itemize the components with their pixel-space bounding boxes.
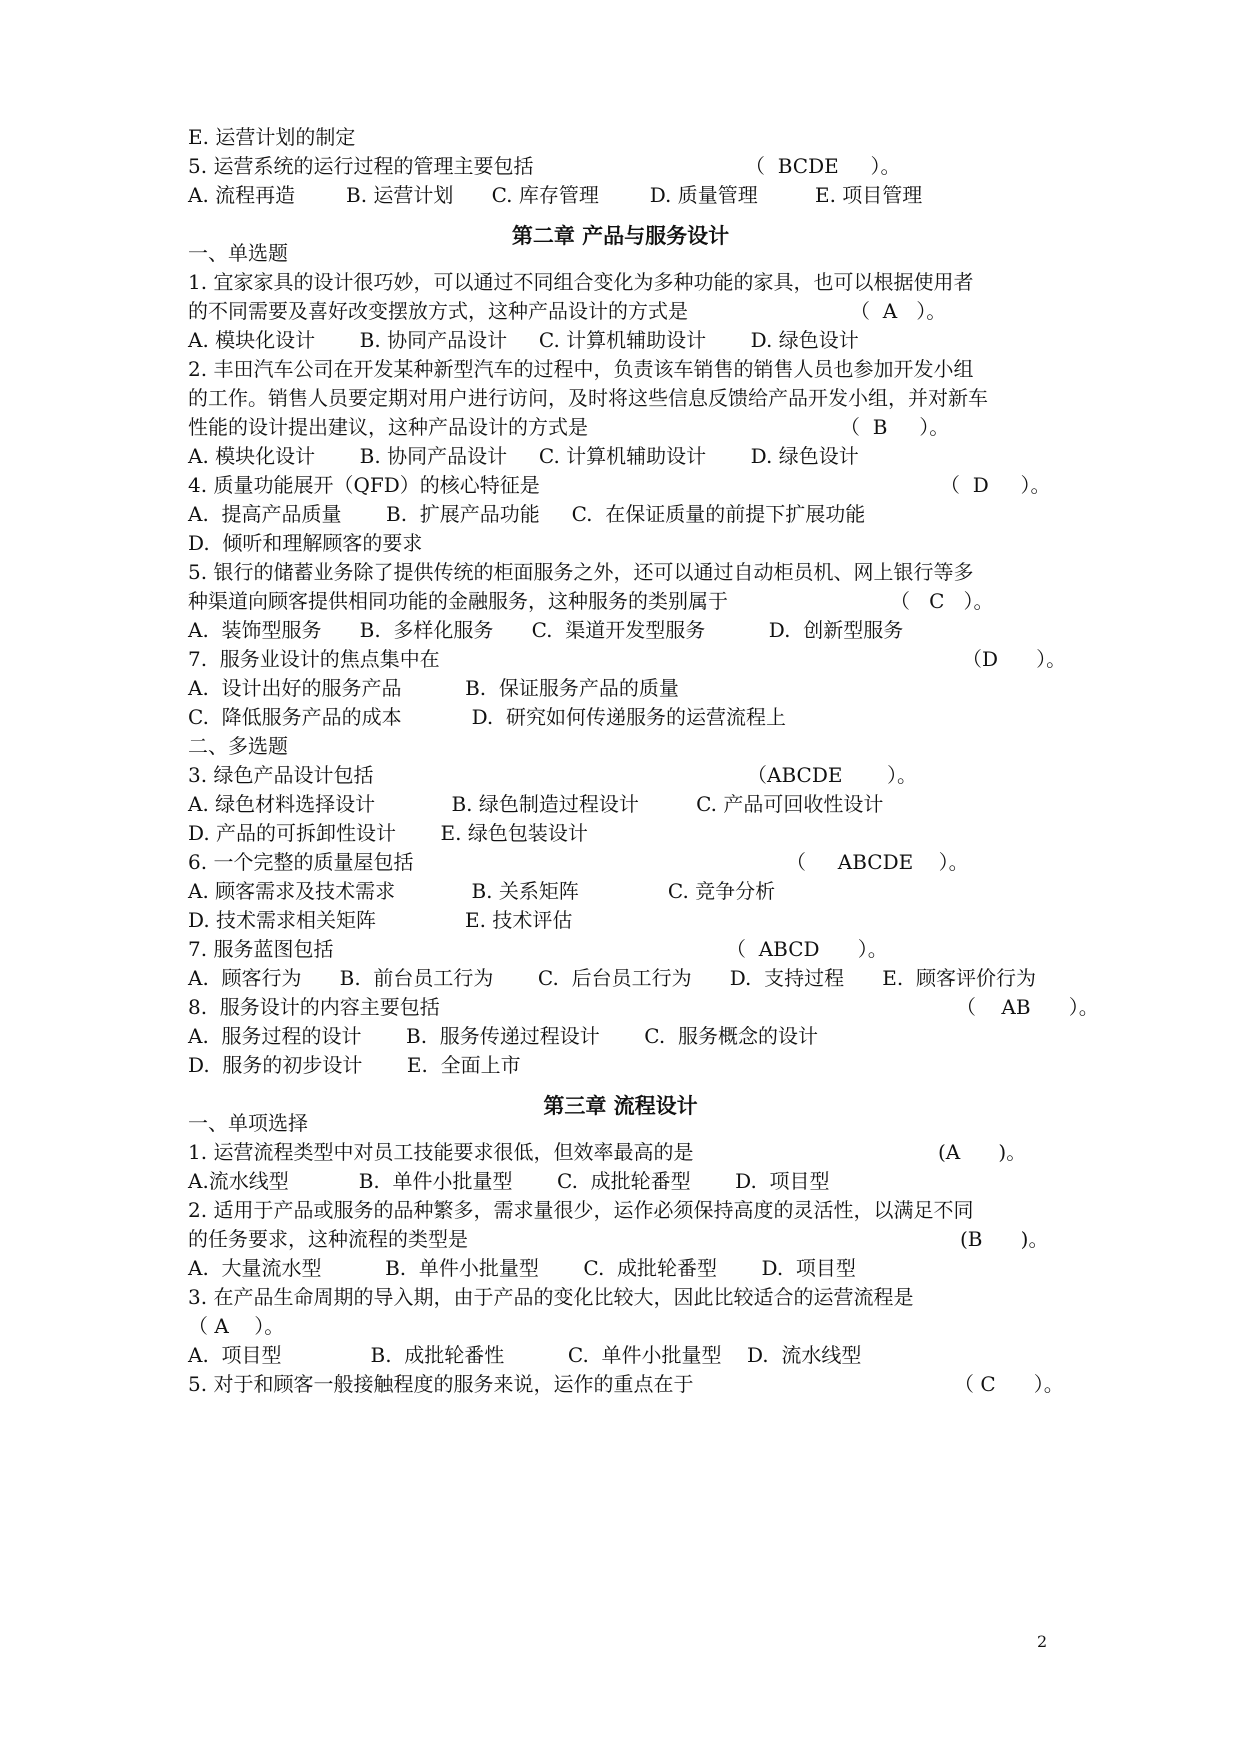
text-line: A. 绿色材料选择设计 B. 绿色制造过程设计 C. 产品可回收性设计: [188, 792, 884, 816]
text-line: 性能的设计提出建议，这种产品设计的方式是: [188, 415, 588, 439]
answer-bracket: （ D ）。: [940, 473, 1051, 497]
text-line: 1. 运营流程类型中对员工技能要求很低，但效率最高的是: [188, 1140, 694, 1164]
text-line: A. 服务过程的设计 B. 服务传递过程设计 C. 服务概念的设计: [188, 1024, 818, 1048]
text-line: 一、单选题: [188, 241, 288, 265]
answer-bracket: （ B ）。: [840, 415, 950, 439]
text-line: D. 服务的初步设计 E. 全面上市: [188, 1053, 521, 1077]
text-line: D. 技术需求相关矩阵 E. 技术评估: [188, 908, 573, 932]
text-line: E. 运营计划的制定: [188, 125, 356, 149]
text-line: 1. 宜家家具的设计很巧妙，可以通过不同组合变化为多种功能的家具，也可以根据使用者: [188, 270, 974, 294]
text-line: （ A ）。: [188, 1314, 285, 1338]
text-line: A. 顾客行为 B. 前台员工行为 C. 后台员工行为 D. 支持过程 E. 顾客评价行为: [188, 966, 1036, 990]
text-line: C. 降低服务产品的成本 D. 研究如何传递服务的运营流程上: [188, 705, 786, 729]
answer-bracket: （ C ）。: [890, 589, 994, 613]
text-line: 7. 服务蓝图包括: [188, 937, 334, 961]
text-line: D. 产品的可拆卸性设计 E. 绿色包装设计: [188, 821, 588, 845]
page-number: 2: [1037, 1632, 1048, 1651]
text-line: A. 设计出好的服务产品 B. 保证服务产品的质量: [188, 676, 679, 700]
text-line: 5. 银行的储蓄业务除了提供传统的柜面服务之外，还可以通过自动柜员机、网上银行等多: [188, 560, 974, 584]
chapter-heading: 第二章 产品与服务设计: [511, 223, 730, 248]
text-line: 3. 在产品生命周期的导入期，由于产品的变化比较大，因此比较适合的运营流程是: [188, 1285, 914, 1309]
text-line: A. 模块化设计 B. 协同产品设计 C. 计算机辅助设计 D. 绿色设计: [188, 444, 859, 468]
answer-bracket: （ AB ）。: [956, 995, 1099, 1019]
text-line: A. 模块化设计 B. 协同产品设计 C. 计算机辅助设计 D. 绿色设计: [188, 328, 859, 352]
text-line: 的任务要求，这种流程的类型是: [188, 1227, 468, 1251]
text-line: A. 项目型 B. 成批轮番性 C. 单件小批量型 D. 流水线型: [188, 1343, 862, 1367]
text-line: A. 大量流水型 B. 单件小批量型 C. 成批轮番型 D. 项目型: [188, 1256, 856, 1280]
text-line: 3. 绿色产品设计包括: [188, 763, 374, 787]
text-line: 2. 丰田汽车公司在开发某种新型汽车的过程中，负责该车销售的销售人员也参加开发小组: [188, 357, 974, 381]
text-line: A. 提高产品质量 B. 扩展产品功能 C. 在保证质量的前提下扩展功能: [188, 502, 866, 526]
text-line: A. 装饰型服务 B. 多样化服务 C. 渠道开发型服务 D. 创新型服务: [188, 618, 904, 642]
answer-bracket: （ABCDE ）。: [747, 763, 917, 787]
answer-bracket: （ C ）。: [954, 1372, 1064, 1396]
text-line: 一、单项选择: [188, 1111, 308, 1135]
text-line: 二、多选题: [188, 734, 288, 758]
answer-bracket: （ ABCDE ）。: [786, 850, 969, 874]
answer-bracket: （ ABCD ）。: [726, 937, 888, 961]
answer-bracket: (B )。: [960, 1227, 1049, 1251]
text-line: 5. 运营系统的运行过程的管理主要包括: [188, 154, 534, 178]
text-line: D. 倾听和理解顾客的要求: [188, 531, 423, 555]
text-line: A.流水线型 B. 单件小批量型 C. 成批轮番型 D. 项目型: [188, 1169, 830, 1193]
answer-bracket: （ A ）。: [850, 299, 947, 323]
text-line: 7. 服务业设计的焦点集中在: [188, 647, 440, 671]
text-line: 的不同需要及喜好改变摆放方式，这种产品设计的方式是: [188, 299, 688, 323]
text-line: 8. 服务设计的内容主要包括: [188, 995, 440, 1019]
text-line: 4. 质量功能展开（QFD）的核心特征是: [188, 473, 540, 497]
answer-bracket: （D ）。: [962, 647, 1067, 671]
text-line: 2. 适用于产品或服务的品种繁多，需求量很少，运作必须保持高度的灵活性，以满足不同: [188, 1198, 974, 1222]
chapter-heading: 第三章 流程设计: [543, 1093, 698, 1118]
answer-bracket: （ BCDE ）。: [745, 154, 901, 178]
text-line: 种渠道向顾客提供相同功能的金融服务，这种服务的类别属于: [188, 589, 728, 613]
text-line: A. 流程再造 B. 运营计划 C. 库存管理 D. 质量管理 E. 项目管理: [188, 183, 923, 207]
answer-bracket: (A )。: [938, 1140, 1027, 1164]
text-line: 的工作。销售人员要定期对用户进行访问，及时将这些信息反馈给产品开发小组，并对新车: [188, 386, 988, 410]
text-line: 5. 对于和顾客一般接触程度的服务来说，运作的重点在于: [188, 1372, 694, 1396]
text-line: A. 顾客需求及技术需求 B. 关系矩阵 C. 竞争分析: [188, 879, 776, 903]
text-line: 6. 一个完整的质量屋包括: [188, 850, 414, 874]
